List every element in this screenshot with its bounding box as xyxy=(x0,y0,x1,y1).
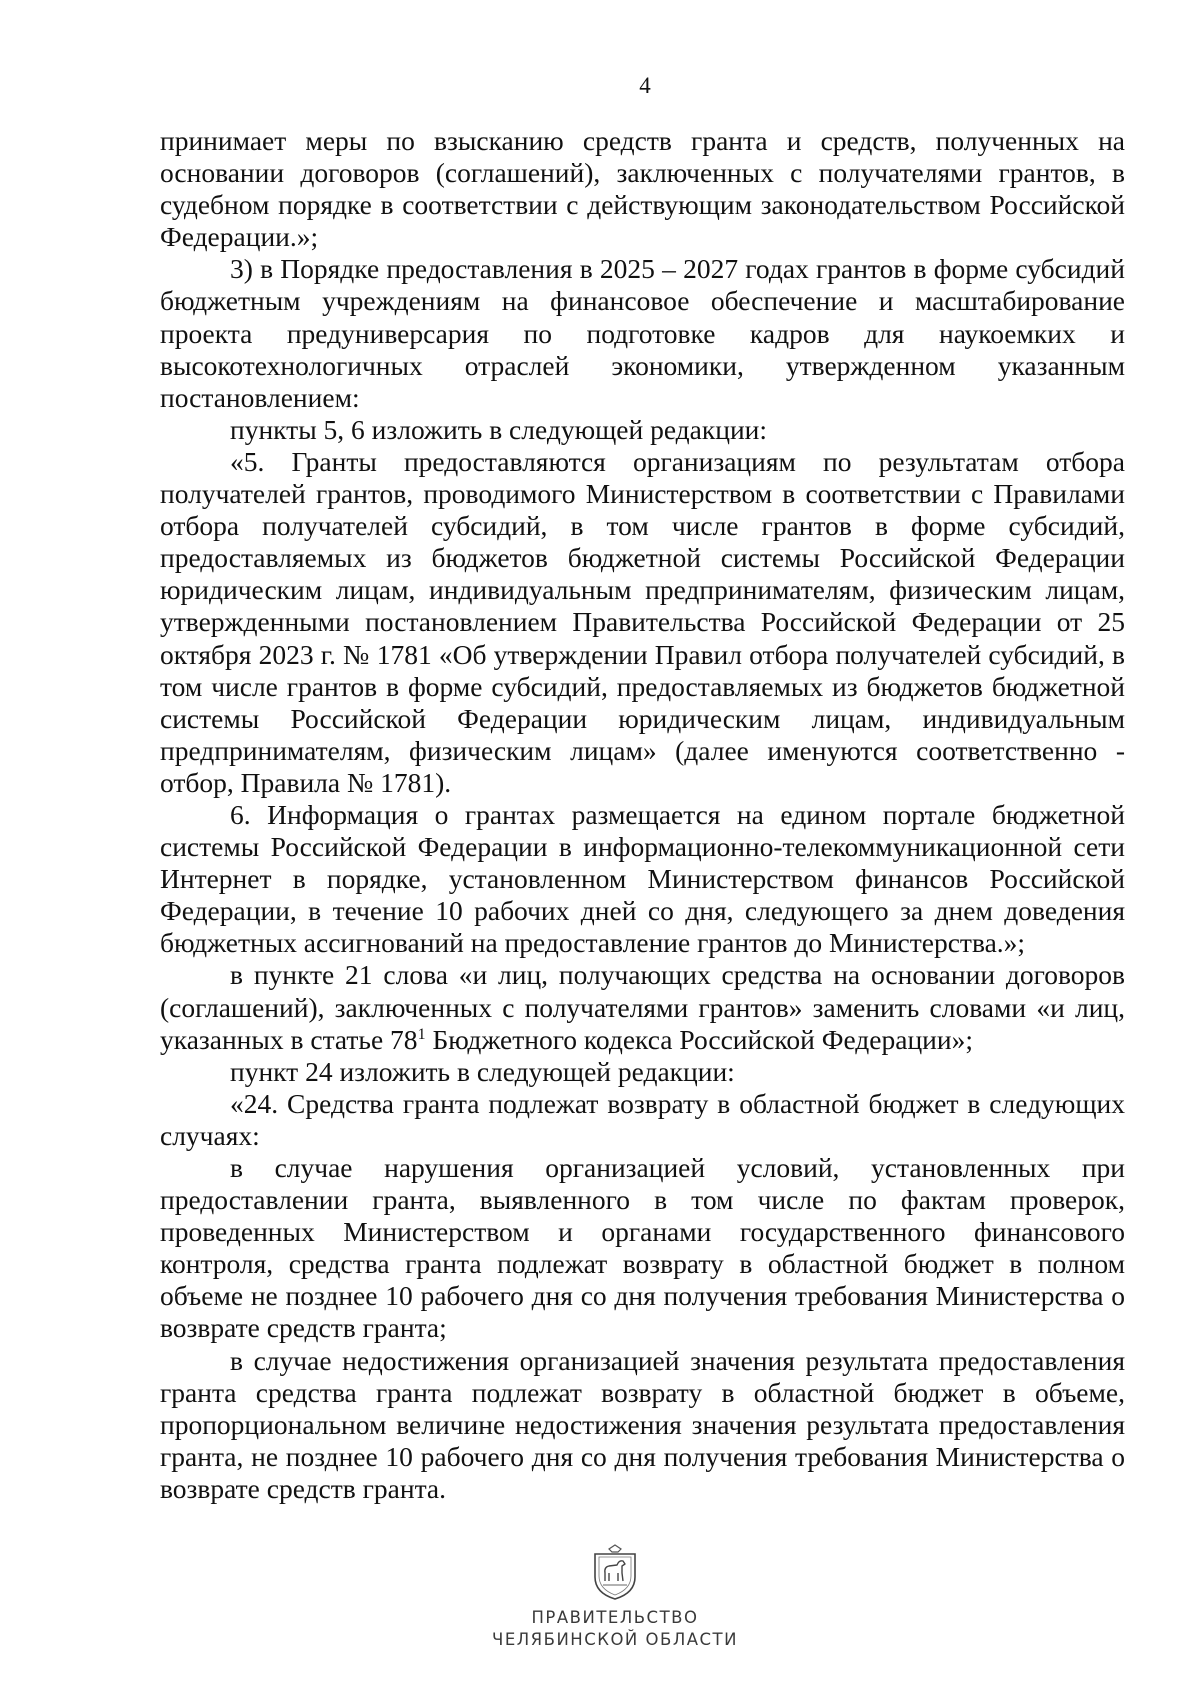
paragraph-point-21-text: в пункте 21 слова «и лиц, получающих средства на основании договоров (соглашений), заключенных с получателями грантов» заменить словами «и лиц, указанных в статье 78 xyxy=(160,959,1125,1055)
paragraph-continuation: принимает меры по взысканию средств гранта и средств, полученных на основании договоров (соглашений), заключенных с получателями грантов, в судебном порядке в соответствии с действующим законодательством Российской Федерации.»; xyxy=(160,125,1125,253)
superscript-one: 1 xyxy=(417,1025,426,1043)
page-number: 4 xyxy=(639,73,651,98)
government-footer xyxy=(0,1543,1200,1651)
chelyabinsk-coat-of-arms-icon xyxy=(590,1543,640,1601)
paragraph-point-24: «24. Средства гранта подлежат возврату в областной бюджет в следующих случаях: xyxy=(160,1087,1125,1151)
paragraph-item-3: 3) в Порядке предоставления в 2025 – 2027 годах грантов в форме субсидий бюджетным учреждениям на финансовое обеспечение и масштабирование проекта предуниверсария по подготовке кадров для наукоемких и высокотехнологичных отраслей экономики, утвержденном указанным постановлением: xyxy=(160,253,1125,413)
footer-region-title: ЧЕЛЯБИНСКОЙ ОБЛАСТИ xyxy=(492,1630,738,1649)
paragraph-points-5-6: пункты 5, 6 изложить в следующей редакции: xyxy=(230,413,768,445)
paragraph-point-6: 6. Информация о грантах размещается на едином портале бюджетной системы Российской Федерации в информационно-телекоммуникационной сети Интернет в порядке, установленном Министерством финансов Российской Федерации, в течение 10 рабочих дней со дня, следующего за днем доведения бюджетных ассигнований на предоставление грантов до Министерства.»; xyxy=(160,798,1125,959)
paragraph-violation-case: в случае нарушения организацией условий, установленных при предоставлении гранта, выявленного в том числе по фактам проверок, проведенных Министерством и органами государственного финансового контроля, средства гранта подлежат возврату в областной бюджет в полном объеме не позднее 10 рабочего дня со дня получения требования Министерства о возврате средств гранта; xyxy=(160,1152,1125,1344)
document-body xyxy=(160,125,1125,1505)
paragraph-point-21 xyxy=(160,959,1125,1055)
paragraph-result-case: в случае недостижения организацией значения результата предоставления гранта средства гранта подлежат возврату в областной бюджет в объеме, пропорциональном величине недостижения значения результата предоставления гранта, не позднее 10 рабочего дня со дня получения требования Министерства о возврате средств гранта. xyxy=(160,1344,1125,1504)
footer-government-title: ПРАВИТЕЛЬСТВО xyxy=(531,1608,699,1627)
paragraph-point-5: «5. Гранты предоставляются организациям по результатам отбора получателей грантов, проводимого Министерством в соответствии с Правилами отбора получателей субсидий, в том числе грантов в форме субсидий, предоставляемых из бюджетов бюджетной системы Российской Федерации юридическим лицам, индивидуальным предпринимателям, физическим лицам, утвержденными постановлением Правительства Российской Федерации от 25 октября 2023 г. № 1781 «Об утверждении Правил отбора получателей субсидий, в том числе грантов в форме субсидий, предоставляемых из бюджетов бюджетной системы Российской Федерации юридическим лицам, индивидуальным предпринимателям, физическим лицам» (далее именуются соответственно - отбор, Правила № 1781). xyxy=(160,445,1125,798)
paragraph-point-24-intro: пункт 24 изложить в следующей редакции: xyxy=(230,1055,735,1087)
paragraph-point-21-text-end: Бюджетного кодекса Российской Федерации»; xyxy=(425,1023,973,1055)
